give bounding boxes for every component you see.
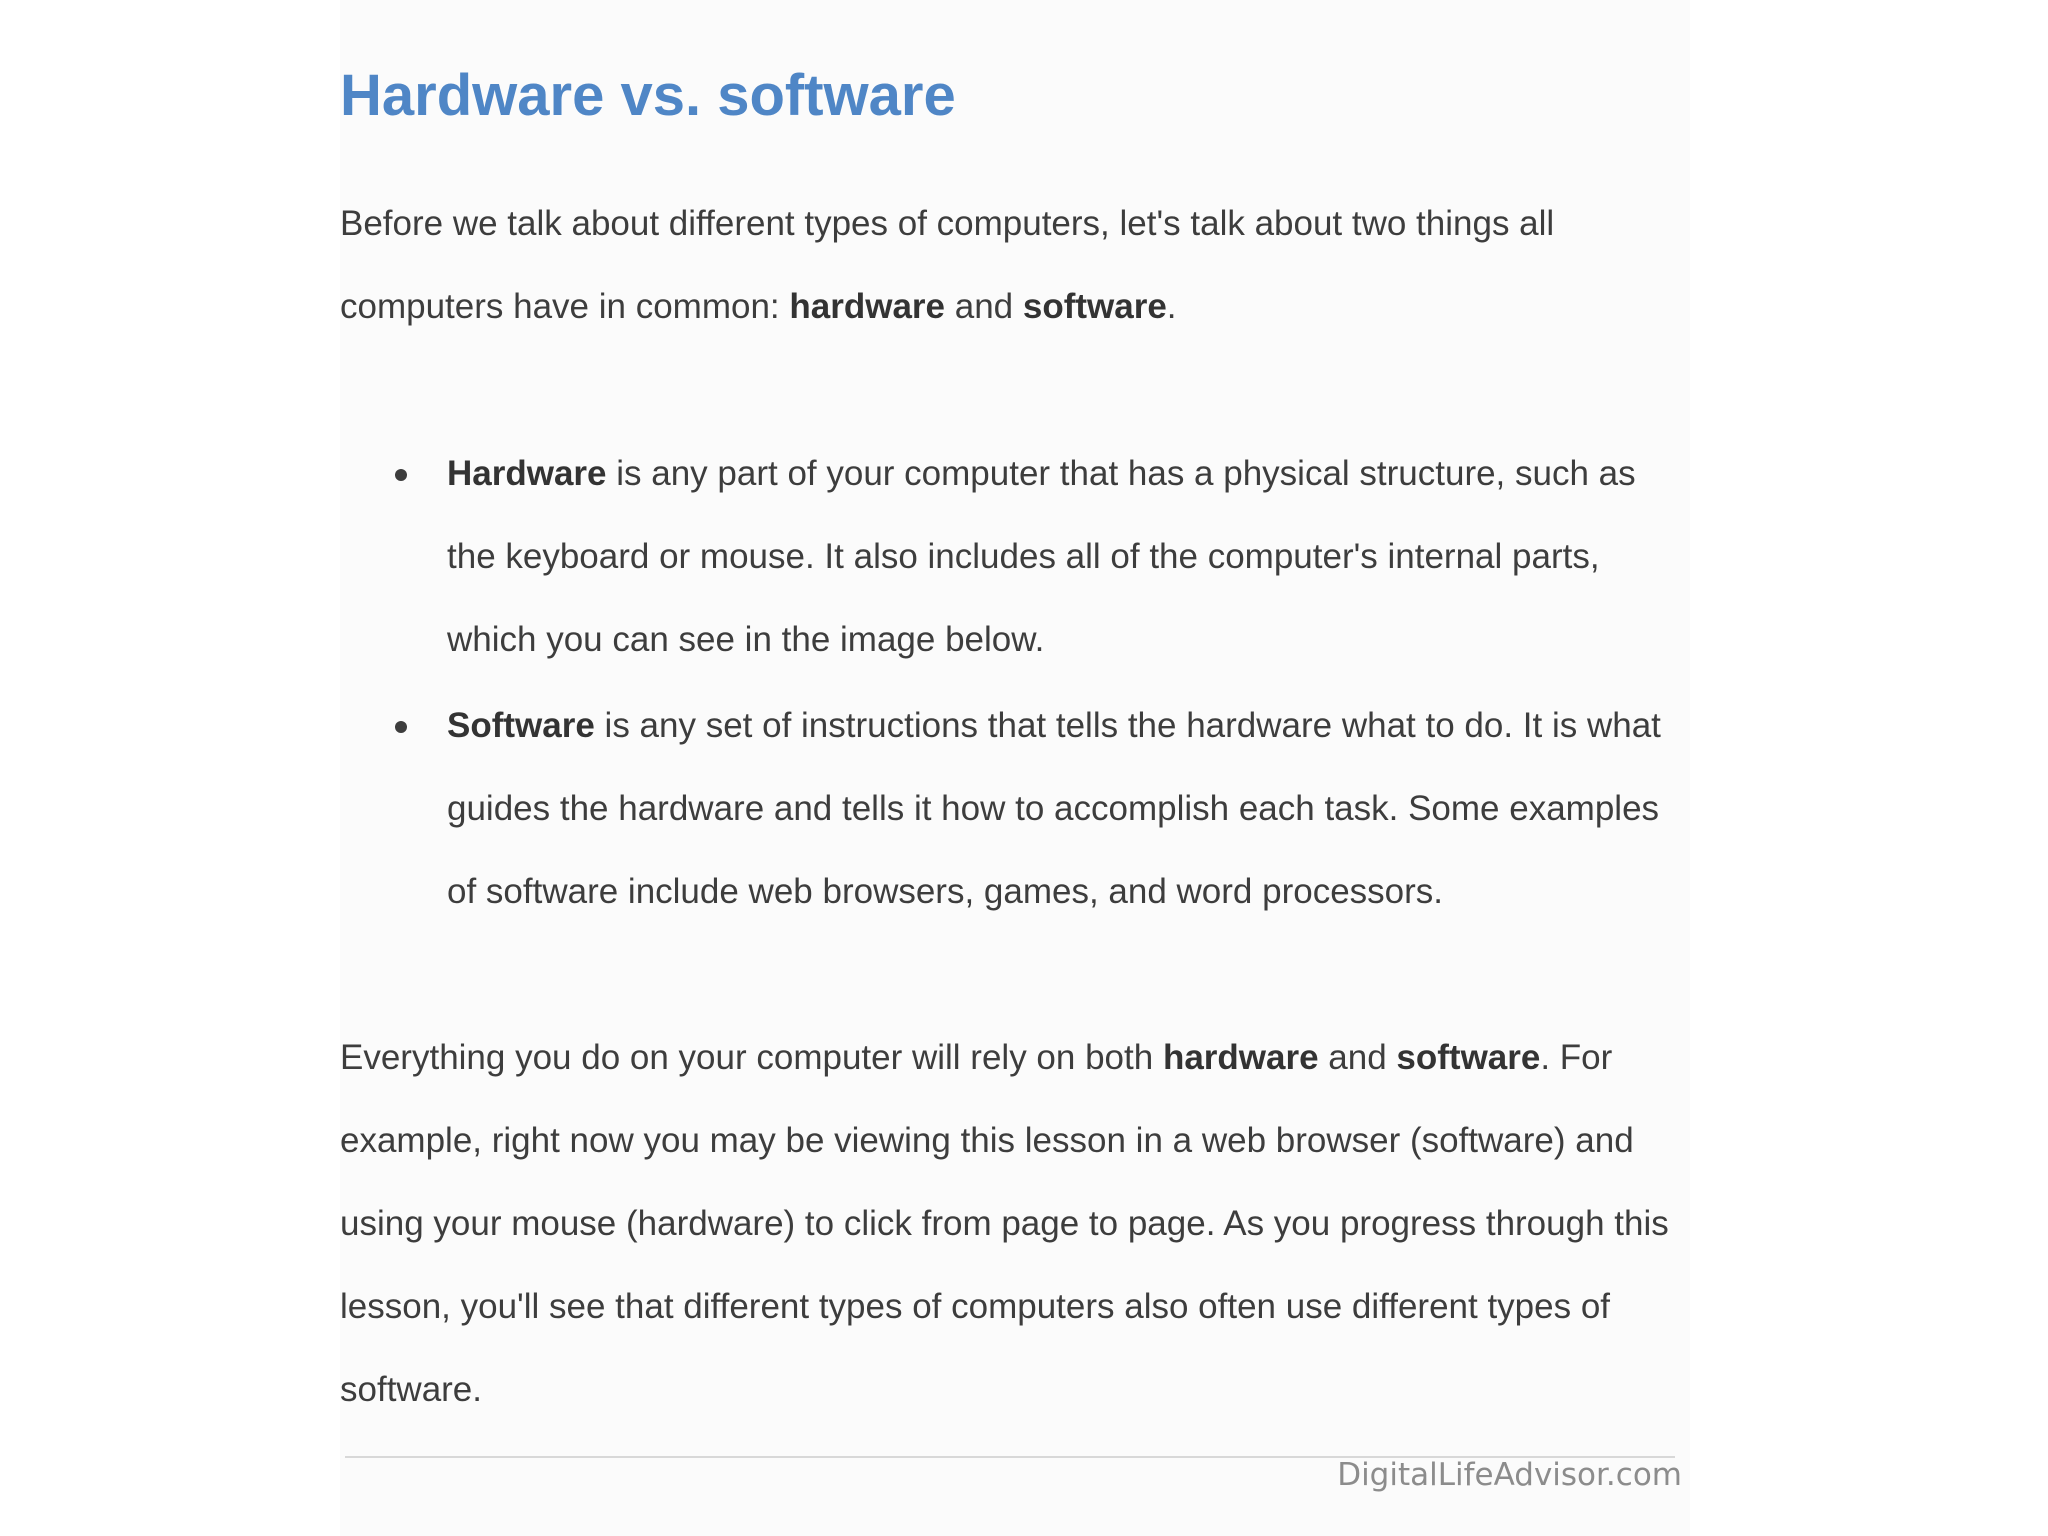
definition-list bbox=[340, 432, 1670, 936]
intro-bold-software: software bbox=[1022, 287, 1167, 326]
definition-software: is any set of instructions that tells the hardware what to do. It is what guides the hardware and tells it how to accomplish each task. Some examples of software include web browsers, games, and word processors. bbox=[447, 706, 1661, 911]
intro-bold-hardware: hardware bbox=[789, 287, 945, 326]
intro-text-1: Before we talk about different types of computers, let's talk about two things all computers have in common: bbox=[340, 204, 1555, 326]
intro-paragraph bbox=[340, 182, 1670, 348]
outro-text-1: Everything you do on your computer will rely on both bbox=[340, 1038, 1163, 1077]
list-item-hardware bbox=[340, 432, 1670, 681]
bullet-icon bbox=[395, 721, 407, 733]
intro-text-2: and bbox=[945, 287, 1023, 326]
outro-text-3: . For example, right now you may be viewing this lesson in a web browser (software) and using your mouse (hardware) to click from page to page. As you progress through this lesson, you'll see that different types of computers also often use different types of software. bbox=[340, 1038, 1669, 1409]
definition-hardware: is any part of your computer that has a physical structure, such as the keyboard or mouse. It also includes all of the computer's internal parts, which you can see in the image below. bbox=[447, 454, 1636, 659]
term-hardware: Hardware bbox=[447, 454, 607, 493]
footer-brand: DigitalLifeAdvisor.com bbox=[1337, 1457, 1682, 1493]
outro-bold-hardware: hardware bbox=[1162, 1038, 1319, 1077]
term-software: Software bbox=[447, 706, 595, 745]
outro-text-2: and bbox=[1318, 1038, 1397, 1077]
intro-text-3: . bbox=[1166, 287, 1177, 326]
list-item-software bbox=[340, 684, 1670, 933]
page-title: Hardware vs. software bbox=[340, 63, 956, 128]
outro-paragraph bbox=[340, 1016, 1670, 1431]
bullet-icon bbox=[395, 469, 407, 481]
outro-bold-software: software bbox=[1396, 1038, 1541, 1077]
